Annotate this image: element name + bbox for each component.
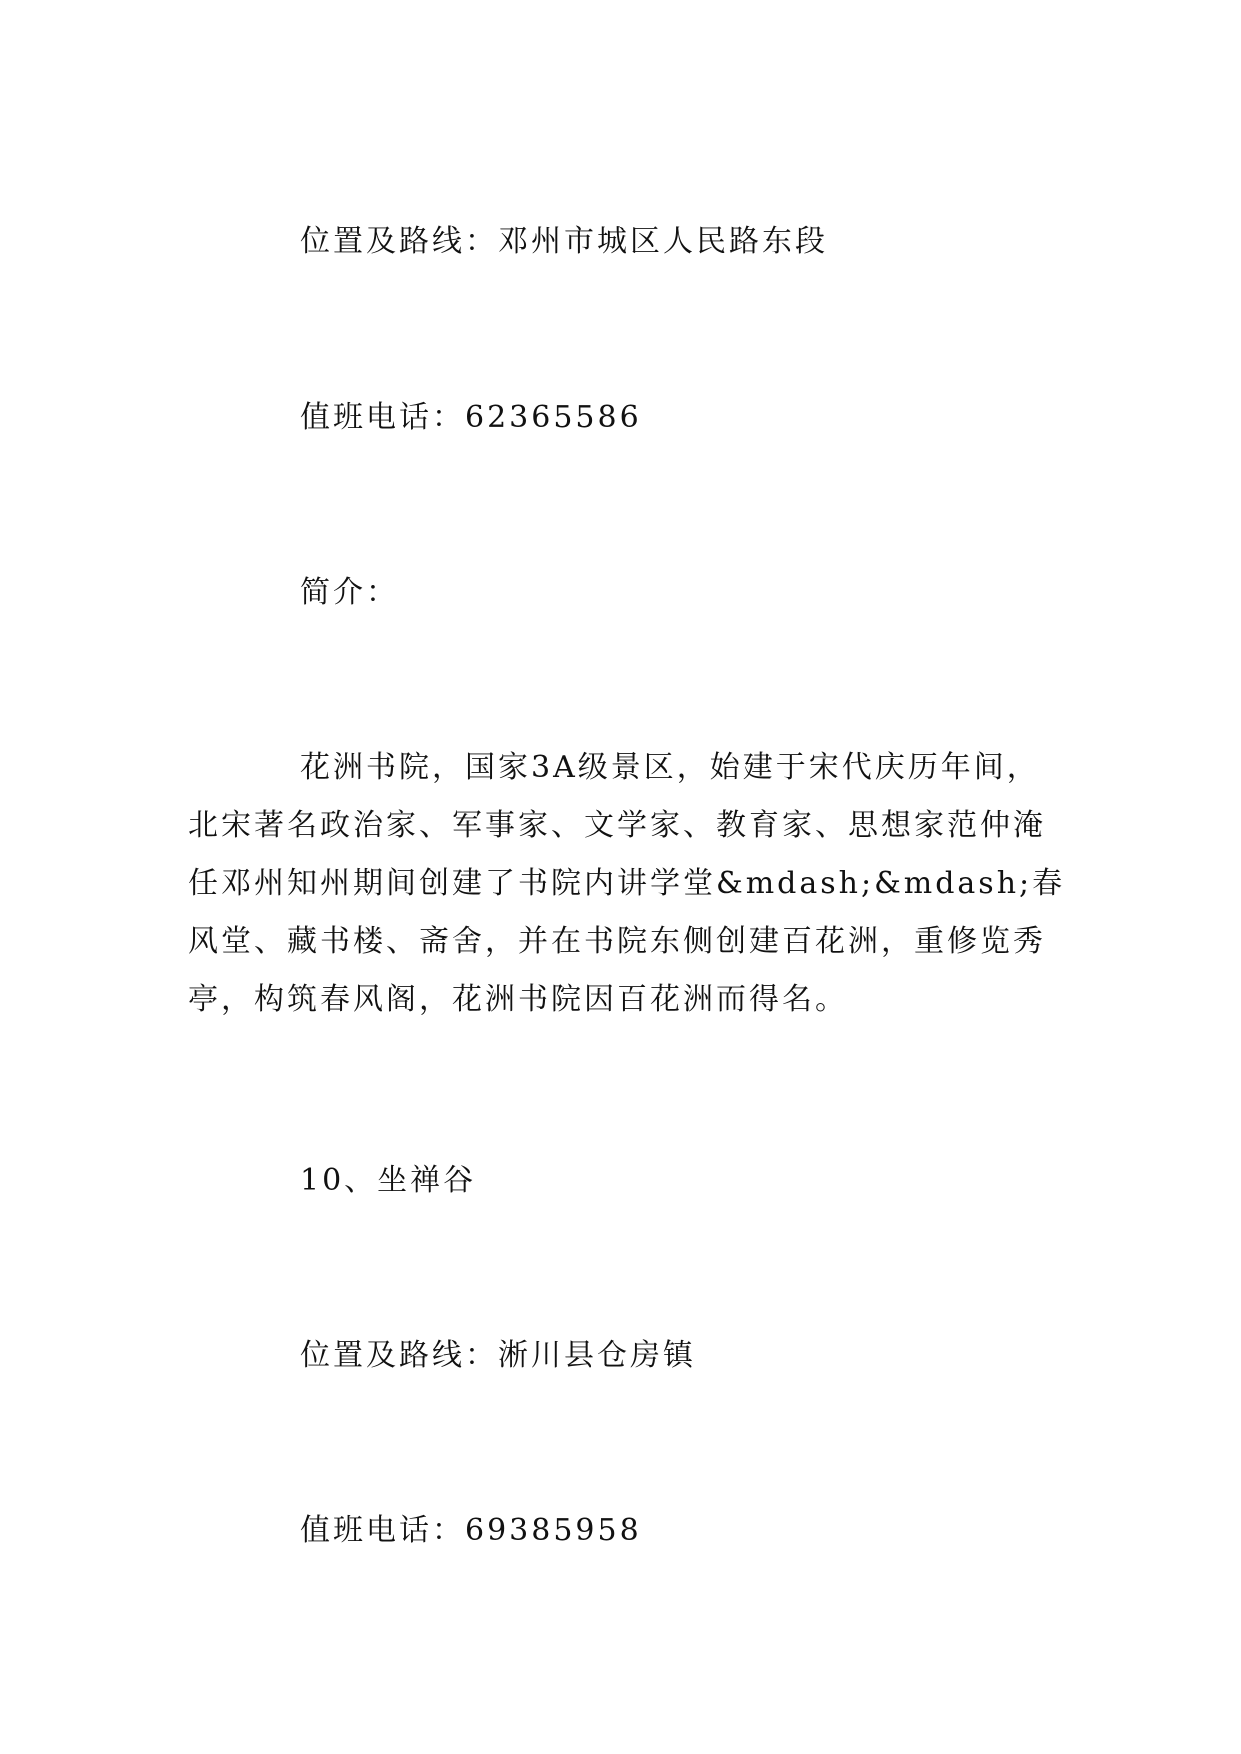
intro-paragraph-block <box>188 739 1068 1029</box>
intro-paragraph: 花洲书院，国家3A级景区，始建于宋代庆历年间，北宋著名政治家、军事家、文学家、教育家、思想家范仲淹任邓州知州期间创建了书院内讲学堂&mdash;&mdash;春风堂、藏书楼、斋舍，并在书院东侧创建百花洲，重修览秀亭，构筑春风阁，花洲书院因百花洲而得名。 <box>188 750 1066 1017</box>
duty-phone-line-2: 值班电话：69385958 <box>300 1513 642 1548</box>
location-route-line-2: 位置及路线：淅川县仓房镇 <box>300 1338 696 1373</box>
duty-phone-line-1: 值班电话：62365586 <box>300 400 642 435</box>
section-title: 10、坐禅谷 <box>300 1163 477 1198</box>
intro-label: 简介： <box>300 575 399 610</box>
location-route-line-1: 位置及路线：邓州市城区人民路东段 <box>300 224 828 259</box>
